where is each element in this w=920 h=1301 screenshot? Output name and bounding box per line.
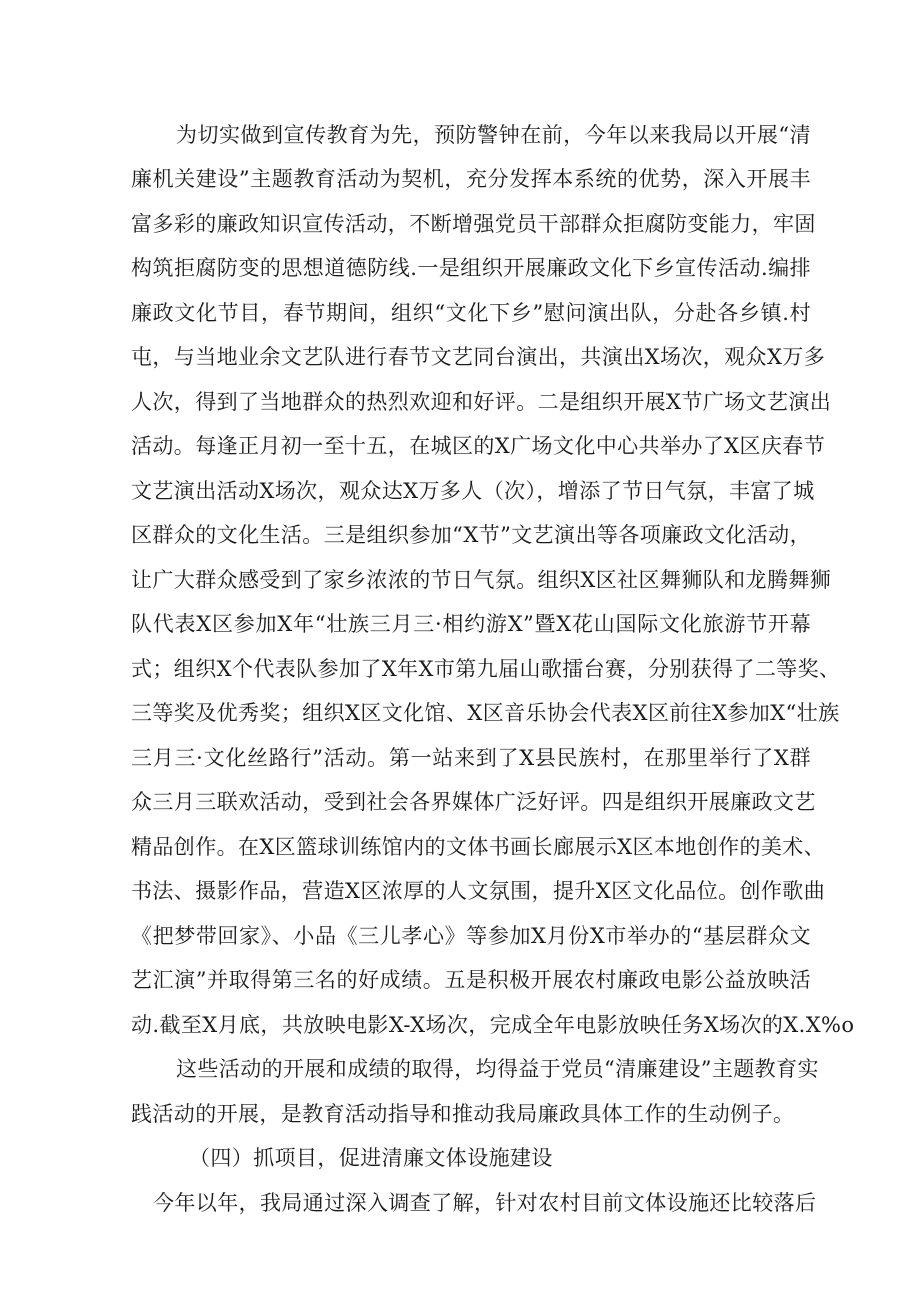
paragraph-1-line-1: 为切实做到宣传教育为先，预防警钟在前，今年以来我局以开展“清 (176, 123, 811, 147)
paragraph-1-line-11: 让广大群众感受到了家乡浓浓的节日气氛。组织X区社区舞狮队和龙腾舞狮 (131, 568, 832, 592)
paragraph-1-line-9: 文艺演出活动X场次，观众达X万多人（次），增添了节日气氛，丰富了城 (131, 479, 815, 503)
paragraph-1-line-14: 三等奖及优秀奖；组织X区文化馆、X区音乐协会代表X区前往X参加X“壮族 (131, 701, 840, 725)
paragraph-1-line-13: 式；组织X个代表队参加了X年X市第九届山歌擂台赛，分别获得了二等奖、 (131, 657, 841, 681)
paragraph-2-line-2: 践活动的开展，是教育活动指导和推动我局廉政具体工作的生动例子。 (131, 1102, 795, 1126)
paragraph-1-line-19: 《把梦带回家》、小品《三儿孝心》等参加X月份X市举办的“基层群众文 (131, 924, 811, 948)
paragraph-3-line-1: 今年以年，我局通过深入调查了解，针对农村目前文体设施还比较落后 (153, 1191, 817, 1215)
paragraph-1-line-12: 队代表X区参加X年“壮族三月三·相约游X”暨X花山国际文化旅游节开幕 (131, 612, 811, 636)
paragraph-1-line-4: 构筑拒腐防变的思想道德防线.一是组织开展廉政文化下乡宣传活动.编排 (131, 256, 811, 280)
paragraph-1-line-5: 廉政文化节目，春节期间，组织“文化下乡”慰问演出队，分赴各乡镇.村 (131, 301, 811, 325)
paragraph-1-line-20: 艺汇演”并取得第三名的好成绩。五是积极开展农村廉政电影公益放映活 (131, 968, 811, 992)
paragraph-1-line-8: 活动。每逢正月初一至十五，在城区的X广场文化中心共举办了X区庆春节 (131, 434, 826, 458)
paragraph-1-line-16: 众三月三联欢活动，受到社会各界媒体广泛好评。四是组织开展廉政文艺 (131, 790, 816, 814)
paragraph-1-line-10: 区群众的文化生活。三是组织参加“X节”文艺演出等各项廉政文化活动， (131, 523, 811, 547)
paragraph-1-line-17: 精品创作。在X区篮球训练馆内的文体书画长廊展示X区本地创作的美术、 (131, 835, 826, 859)
paragraph-1-line-21: 动.截至X月底，共放映电影X-X场次，完成全年电影放映任务X场次的X.X%o (131, 1013, 855, 1037)
paragraph-1-line-6: 屯，与当地业余文艺队进行春节文艺同台演出，共演出X场次，观众X万多 (131, 345, 826, 369)
paragraph-1-line-7: 人次，得到了当地群众的热烈欢迎和好评。二是组织开展X节广场文艺演出 (131, 390, 832, 414)
section-heading: （四）抓项目，促进清廉文体设施建设 (189, 1146, 553, 1170)
paragraph-1-line-18: 书法、摄影作品，营造X区浓厚的人文氛围，提升X区文化品位。创作歌曲 (131, 879, 826, 903)
paragraph-2-line-1: 这些活动的开展和成绩的取得，均得益于党员“清廉建设”主题教育实 (176, 1057, 819, 1081)
paragraph-1-line-3: 富多彩的廉政知识宣传活动，不断增强党员干部群众拒腐防变能力，牢固 (131, 212, 816, 236)
paragraph-1-line-2: 廉机关建设”主题教育活动为契机，充分发挥本系统的优势，深入开展丰 (131, 167, 811, 191)
paragraph-1-line-15: 三月三·文化丝路行”活动。第一站来到了X县民族村，在那里举行了X群 (131, 746, 811, 770)
